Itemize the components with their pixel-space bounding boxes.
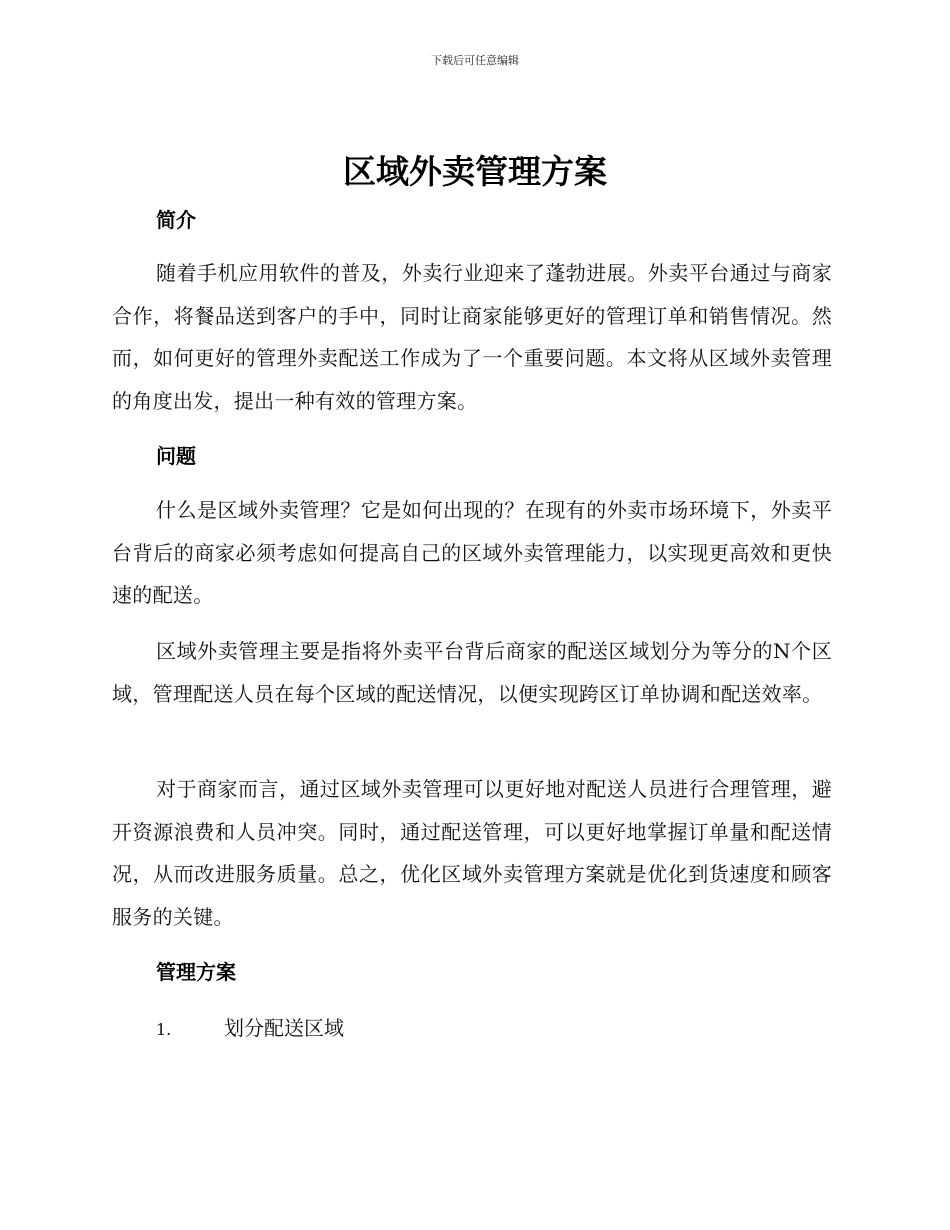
page-header-note: 下载后可任意编辑 bbox=[431, 54, 519, 67]
list-item-text: 划分配送区域 bbox=[224, 1016, 344, 1040]
plan-list-item bbox=[156, 1014, 344, 1044]
problem-paragraph-1: 什么是区域外卖管理？它是如何出现的？在现有的外卖市场环境下，外卖平台背后的商家必须考虑如何提高自己的区域外卖管理能力，以实现更高效和更快速的配送。 bbox=[112, 498, 832, 607]
document-title: 区域外卖管理方案 bbox=[343, 152, 607, 191]
problem-paragraph-3: 对于商家而言，通过区域外卖管理可以更好地对配送人员进行合理管理，避开资源浪费和人员冲突。同时，通过配送管理，可以更好地掌握订单量和配送情况，从而改进服务质量。总之，优化区域外卖管理方案就是优化到货速度和顾客服务的关键。 bbox=[112, 777, 832, 929]
intro-paragraph: 随着手机应用软件的普及，外卖行业迎来了蓬勃进展。外卖平台通过与商家合作，将餐品送到客户的手中，同时让商家能够更好的管理订单和销售情况。然而，如何更好的管理外卖配送工作成为了一个重要问题。本文将从区域外卖管理的角度出发，提出一种有效的管理方案。 bbox=[112, 261, 832, 413]
problem-paragraph-2: 区域外卖管理主要是指将外卖平台背后商家的配送区域划分为等分的N个区域，管理配送人员在每个区域的配送情况，以便实现跨区订单协调和配送效率。 bbox=[112, 639, 832, 706]
section-heading-plan: 管理方案 bbox=[156, 960, 236, 984]
section-heading-intro: 简介 bbox=[156, 208, 196, 232]
list-item-number: 1. bbox=[156, 1020, 172, 1039]
section-heading-problem: 问题 bbox=[156, 444, 196, 468]
